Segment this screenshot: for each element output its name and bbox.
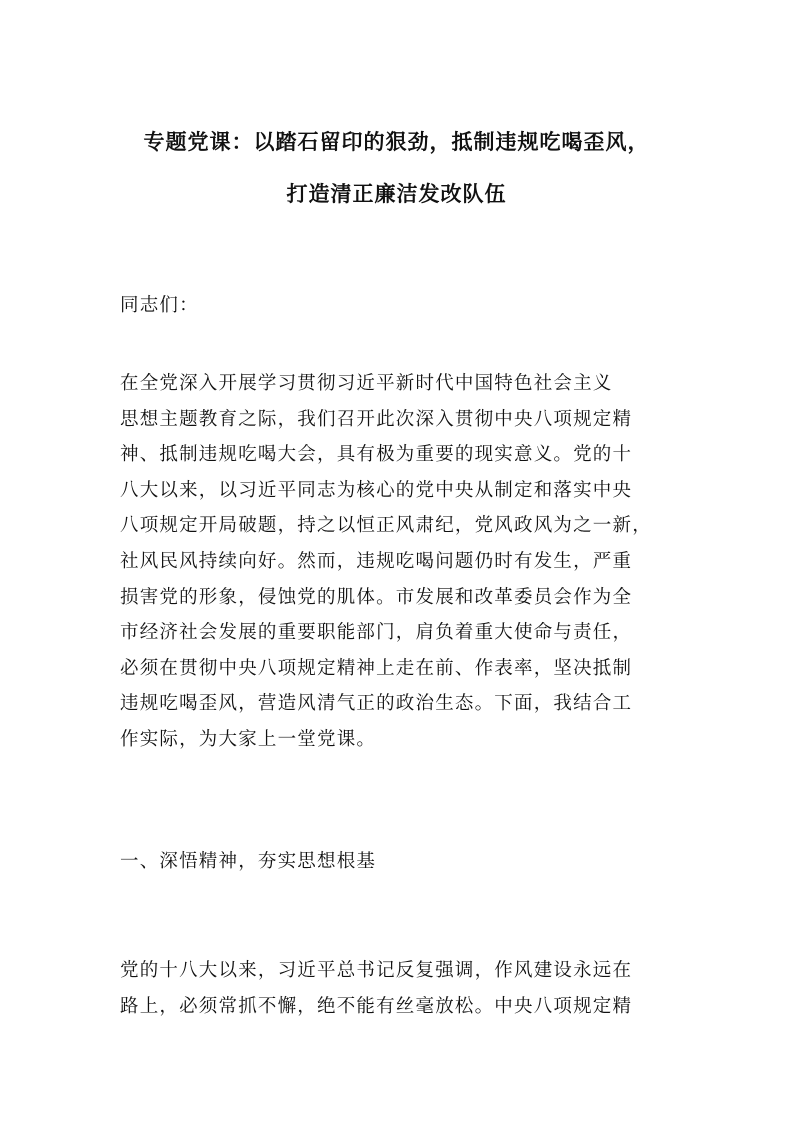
document-title-line-1: 专题党课：以踏石留印的狠劲，抵制违规吃喝歪风， [143,129,650,154]
paragraph-1-line: 必须在贯彻中央八项规定精神上走在前、作表率，坚决抵制 [120,657,633,679]
paragraph-1-line: 社风民风持续向好。然而，违规吃喝问题仍时有发生，严重 [120,550,633,572]
paragraph-1-line: 市经济社会发展的重要职能部门，肩负着重大使命与责任， [120,622,633,644]
paragraph-1-line: 八大以来，以习近平同志为核心的党中央从制定和落实中央 [120,479,633,501]
section-1-heading-text: 一、深悟精神，夯实思想根基 [120,851,377,872]
paragraph-1-line: 作实际，为大家上一堂党课。 [120,728,377,750]
paragraph-2-line: 党的十八大以来，习近平总书记反复强调，作风建设永远在 [120,960,633,981]
paragraph-1-line: 损害党的形象，侵蚀党的肌体。市发展和改革委员会作为全 [120,586,633,608]
paragraph-1-line: 在全党深入开展学习贯彻习近平新时代中国特色社会主义 [120,373,613,394]
paragraph-1-line: 八项规定开局破题，持之以恒正风肃纪，党风政风为之一新， [120,515,652,537]
paragraph-1 [120,366,680,758]
salutation-text: 同志们： [120,295,199,316]
paragraph-1-line: 思想主题教育之际，我们召开此次深入贯彻中央八项规定精 [120,408,633,430]
paragraph-1-line: 神、抵制违规吃喝大会，具有极为重要的现实意义。党的十 [120,444,633,466]
salutation [120,288,680,324]
paragraph-2-line: 路上，必须常抓不懈，绝不能有丝毫放松。中央八项规定精 [120,995,633,1017]
section-1-heading [120,844,680,880]
paragraph-1-line: 违规吃喝歪风，营造风清气正的政治生态。下面，我结合工 [120,693,633,715]
document-title-line-2: 打造清正廉洁发改队伍 [286,181,507,206]
paragraph-2 [120,953,680,1024]
